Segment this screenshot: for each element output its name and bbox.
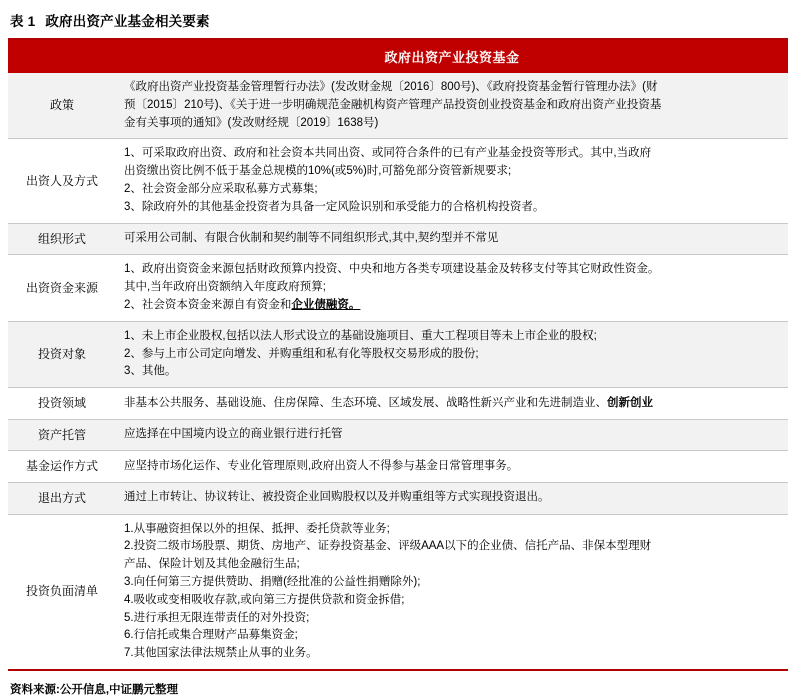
content-line: 1、未上市企业股权,包括以法人形式设立的基础设施项目、重大工程项目等未上市企业的股权;	[124, 329, 597, 342]
table-row	[8, 451, 788, 483]
content-line: 应选择在中国境内设立的商业银行进行托管	[124, 428, 343, 441]
content-line: 其中,当年政府出资额纳入年度政府预算;	[124, 281, 326, 294]
content-line-plain: 2、社会资本资金来源自有资金和	[124, 298, 292, 311]
row-content	[116, 255, 788, 321]
content-emphasis: 企业债融资。	[291, 298, 361, 311]
table-row	[8, 419, 788, 451]
table-row	[8, 321, 788, 387]
content-line: 5.进行承担无限连带责任的对外投资;	[124, 611, 310, 624]
content-line: 7.其他国家法律法规禁止从事的业务。	[124, 647, 318, 660]
row-label: 退出方式	[8, 482, 116, 514]
table-row	[8, 388, 788, 420]
table-title	[8, 8, 788, 38]
row-label: 出资资金来源	[8, 255, 116, 321]
table-header-label-cell	[8, 39, 116, 73]
content-line: 出资缴出资比例不低于基金总规模的10%(或5%)时,可豁免部分资管新规要求;	[124, 165, 512, 178]
row-label: 投资负面清单	[8, 514, 116, 670]
content-line: 通过上市转让、协议转让、被投资企业回购股权以及并购重组等方式实现投资退出。	[124, 491, 550, 504]
content-line: 《政府出资产业投资基金管理暂行办法》(发改财金规〔2016〕800号)、《政府投资基金暂行管理办法》(财	[124, 81, 658, 93]
row-content	[116, 388, 788, 420]
table-row	[8, 482, 788, 514]
row-content	[116, 73, 788, 139]
row-label: 投资领域	[8, 388, 116, 420]
row-content	[116, 451, 788, 483]
content-line: 产品、保险计划及其他金融衍生品;	[124, 558, 300, 571]
row-label: 基金运作方式	[8, 451, 116, 483]
content-line: 3、除政府外的其他基金投资者为具备一定风险识别和承受能力的合格机构投资者。	[124, 200, 545, 213]
content-line: 4.吸收或变相吸收存款,或向第三方提供贷款和资金拆借;	[124, 593, 405, 606]
content-line: 1、政府出资资金来源包括财政预算内投资、中央和地方各类专项建设基金及转移支付等其它财政性资金。	[124, 263, 660, 276]
content-line: 1、可采取政府出资、政府和社会资本共同出资、或同符合条件的已有产业基金投资等形式。其中,当政府	[124, 147, 652, 160]
table-header-row	[8, 39, 788, 73]
content-line: 可采用公司制、有限合伙制和契约制等不同组织形式,其中,契约型并不常见	[124, 232, 499, 245]
content-line: 2、参与上市公司定向增发、并购重组和私有化等股权交易形成的股份;	[124, 347, 479, 360]
table-number: 表 1	[10, 14, 36, 29]
content-line: 6.行信托或集合理财产品募集资金;	[124, 629, 298, 642]
source-note: 资料来源:公开信息,中证鹏元整理	[10, 684, 179, 697]
table-title-text: 政府出资产业基金相关要素	[45, 14, 210, 29]
content-emphasis: 创新创业	[607, 396, 653, 409]
row-content	[116, 482, 788, 514]
content-line: 3、其他。	[124, 365, 177, 378]
content-line: 2.投资二级市场股票、期货、房地产、证券投资基金、评级AAA以下的企业债、信托产品、非保本型理财	[124, 540, 652, 553]
content-line: 应坚持市场化运作、专业化管理原则,政府出资人不得参与基金日常管理事务。	[124, 459, 519, 472]
row-label: 投资对象	[8, 321, 116, 387]
row-content	[116, 419, 788, 451]
table-header-title-cell: 政府出资产业投资基金	[116, 39, 788, 73]
table-body	[8, 73, 788, 670]
row-label: 政策	[8, 73, 116, 139]
table-row	[8, 223, 788, 255]
row-label: 资产托管	[8, 419, 116, 451]
table-row	[8, 139, 788, 223]
table-row	[8, 255, 788, 321]
table-row	[8, 514, 788, 670]
row-content	[116, 321, 788, 387]
content-line: 金有关事项的通知》(发改财经规〔2019〕1638号)	[124, 116, 379, 129]
content-line: 1.从事融资担保以外的担保、抵押、委托贷款等业务;	[124, 522, 390, 535]
fund-elements-table	[8, 38, 788, 671]
content-line: 预〔2015〕210号)、《关于进一步明确规范金融机构资产管理产品投资创业投资基金和政府出资产业投资基	[124, 98, 662, 111]
row-content	[116, 139, 788, 223]
row-content	[116, 514, 788, 670]
table-row	[8, 73, 788, 139]
row-label: 出资人及方式	[8, 139, 116, 223]
content-line	[124, 395, 780, 413]
content-line: 2、社会资金部分应采取私募方式募集;	[124, 183, 318, 196]
content-line-plain: 非基本公共服务、基础设施、住房保障、生态环境、区域发展、战略性新兴产业和先进制造业、	[124, 396, 607, 409]
row-label: 组织形式	[8, 223, 116, 255]
row-content	[116, 223, 788, 255]
content-line: 3.向任何第三方提供赞助、捐赠(经批准的公益性捐赠除外);	[124, 575, 421, 588]
content-line	[124, 297, 780, 315]
